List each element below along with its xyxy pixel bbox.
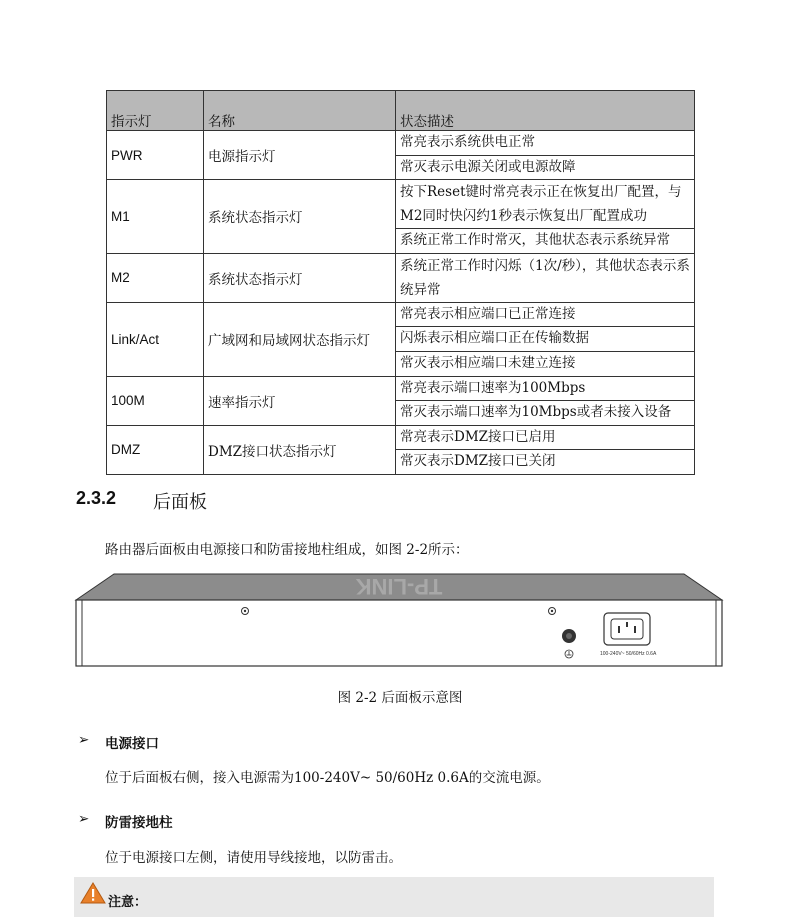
state-cell: 系统正常工作时闪烁（1次/秒），其他状态表示系统异常 bbox=[396, 253, 695, 302]
state-cell: 常亮表示系统供电正常 bbox=[396, 131, 695, 156]
item-title: 防雷接地柱 bbox=[105, 815, 173, 831]
bullet-arrow-icon: ➢ bbox=[78, 732, 90, 748]
section-heading bbox=[76, 488, 207, 513]
state-cell: 常亮表示相应端口已正常连接 bbox=[396, 302, 695, 327]
warning-icon bbox=[80, 882, 106, 904]
table-header-row bbox=[107, 91, 695, 131]
table-header: 名称 bbox=[204, 91, 396, 131]
indicator-cell: PWR bbox=[107, 131, 204, 180]
note-box bbox=[74, 877, 714, 917]
state-cell: 常亮表示DMZ接口已启用 bbox=[396, 425, 695, 450]
table-header: 指示灯 bbox=[107, 91, 204, 131]
item-title: 电源接口 bbox=[105, 736, 159, 752]
rear-panel-figure bbox=[74, 568, 724, 673]
indicator-cell: M2 bbox=[107, 253, 204, 302]
table-row bbox=[107, 253, 695, 302]
section-title: 后面板 bbox=[153, 492, 207, 513]
indicator-cell: 100M bbox=[107, 376, 204, 425]
item-text: 位于后面板右侧，接入电源需为100-240V~ 50/60Hz 0.6A的交流电源。 bbox=[105, 770, 550, 786]
bullet-arrow-icon: ➢ bbox=[78, 811, 90, 827]
name-cell: 系统状态指示灯 bbox=[204, 253, 396, 302]
table-row bbox=[107, 180, 695, 229]
indicator-cell: M1 bbox=[107, 180, 204, 254]
item-text: 位于电源接口左侧，请使用导线接地，以防雷击。 bbox=[105, 850, 402, 866]
indicator-table bbox=[106, 90, 695, 475]
indicator-cell: DMZ bbox=[107, 425, 204, 474]
state-cell: 按下Reset键时常亮表示正在恢复出厂配置，与M2同时快闪约1秒表示恢复出厂配置成功 bbox=[396, 180, 695, 229]
state-cell: 系统正常工作时常灭，其他状态表示系统异常 bbox=[396, 229, 695, 254]
state-cell: 常灭表示电源关闭或电源故障 bbox=[396, 155, 695, 180]
table-header: 状态描述 bbox=[396, 91, 695, 131]
state-cell: 常灭表示相应端口未建立连接 bbox=[396, 351, 695, 376]
note-label: 注意： bbox=[108, 895, 148, 910]
name-cell: DMZ接口状态指示灯 bbox=[204, 425, 396, 474]
intro-paragraph: 路由器后面板由电源接口和防雷接地柱组成，如图 2-2所示： bbox=[105, 542, 469, 558]
state-cell: 闪烁表示相应端口正在传输数据 bbox=[396, 327, 695, 352]
power-rating-label: 100-240V~ 50/60Hz 0.6A bbox=[600, 651, 657, 657]
table-row bbox=[107, 425, 695, 450]
figure-caption: 图 2-2 后面板示意图 bbox=[337, 690, 463, 706]
state-cell: 常灭表示DMZ接口已关闭 bbox=[396, 450, 695, 475]
table-row bbox=[107, 131, 695, 156]
state-cell: 常灭表示端口速率为10Mbps或者未接入设备 bbox=[396, 401, 695, 426]
name-cell: 广域网和局域网状态指示灯 bbox=[204, 302, 396, 376]
name-cell: 系统状态指示灯 bbox=[204, 180, 396, 254]
indicator-cell: Link/Act bbox=[107, 302, 204, 376]
name-cell: 电源指示灯 bbox=[204, 131, 396, 180]
table-row bbox=[107, 376, 695, 401]
name-cell: 速率指示灯 bbox=[204, 376, 396, 425]
brand-logo: TP-LINK bbox=[355, 574, 443, 599]
state-cell: 常亮表示端口速率为100Mbps bbox=[396, 376, 695, 401]
section-number: 2.3.2 bbox=[76, 488, 117, 508]
table-row bbox=[107, 302, 695, 327]
